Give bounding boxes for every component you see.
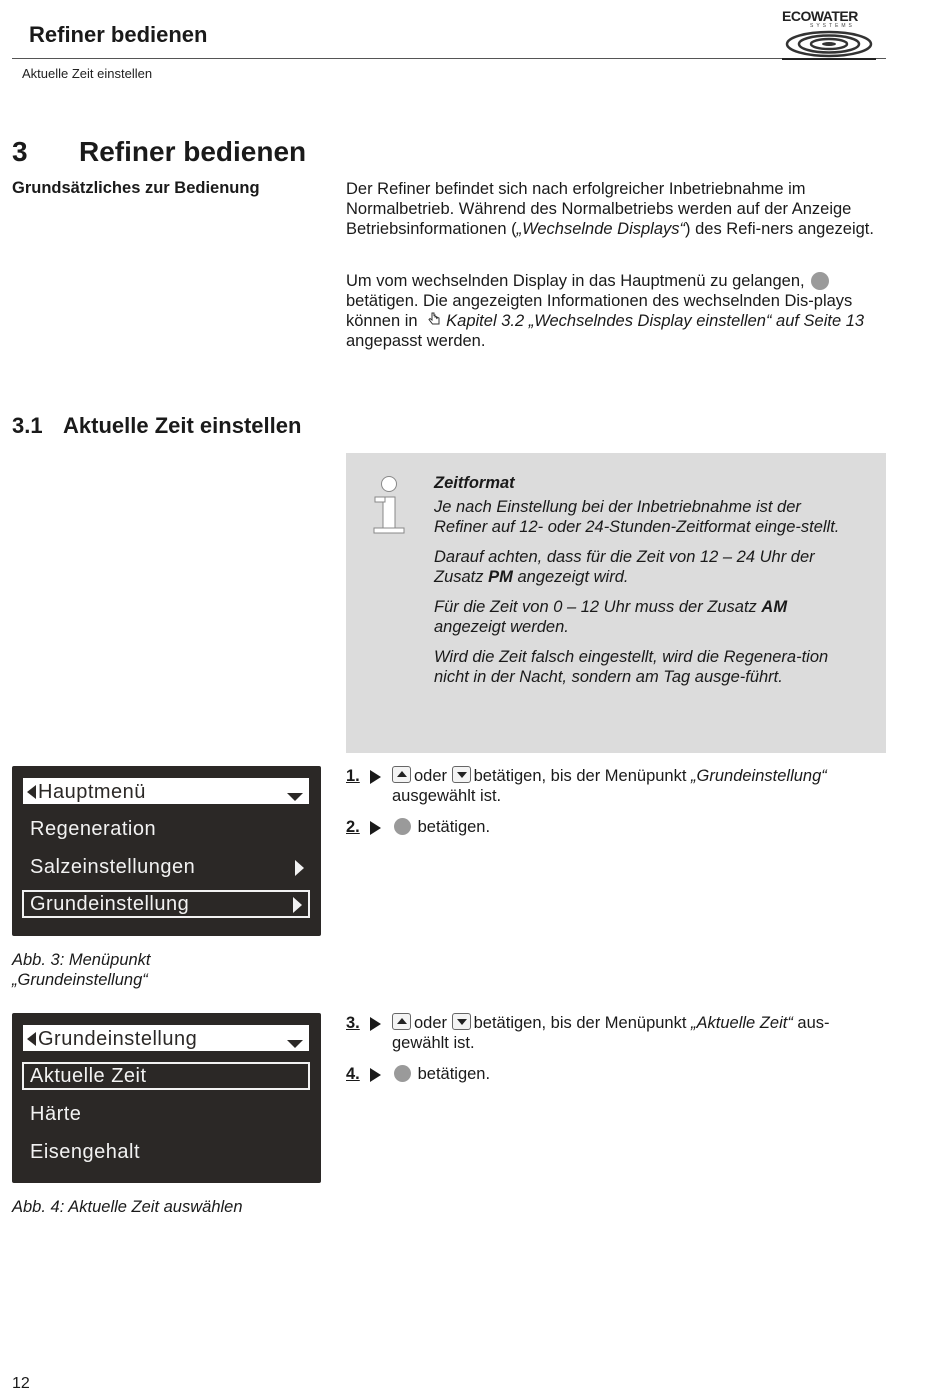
menu-access-text-c: angepasst werden. [346, 332, 486, 350]
logo-underline [782, 58, 876, 60]
scroll-down-icon [287, 793, 303, 801]
step-number: 2. [346, 818, 360, 836]
figure-caption-3: Abb. 3: Menüpunkt „Grundeinstellung“ [12, 951, 151, 989]
step-menu-item: „Grundeinstellung“ [691, 767, 827, 785]
ok-button-icon [394, 1065, 411, 1082]
info-icon [371, 475, 407, 535]
menu-item-label: Regeneration [30, 818, 157, 840]
step-text-a: betätigen, bis der Menüpunkt [473, 1014, 687, 1032]
up-key-icon [392, 1013, 411, 1030]
header-rule [12, 58, 886, 59]
menu-access-text-a: Um vom wechselnden Display in das Hauptmenü zu gelangen, [346, 272, 805, 290]
menu-item-salzeinstellungen [22, 853, 310, 881]
cross-reference-icon [428, 311, 442, 331]
info-am-label: AM [761, 598, 788, 616]
ecowater-logo [780, 8, 876, 62]
down-key-icon [452, 1013, 471, 1030]
info-heading: Zeitformat [434, 474, 515, 492]
step-text-a: betätigen, bis der Menüpunkt [473, 767, 687, 785]
submenu-arrow-icon [293, 897, 302, 913]
display-header-label: Grundeinstellung [38, 1028, 198, 1050]
intro-text-emphasis: „Wechselnde Displays“ [516, 220, 686, 238]
info-note-box [346, 453, 886, 753]
down-key-icon [452, 766, 471, 783]
intro-text-a: Der Refiner befindet sich nach erfolgreicher Inbetriebnahme im Normalbetrieb. Während des Normalbetriebs werden auf der Anzeige Betriebsinformationen ( [346, 180, 852, 238]
chapter-title: Refiner bedienen [79, 136, 307, 167]
menu-access-paragraph [346, 271, 886, 351]
logo-swirl-icon [784, 30, 874, 58]
menu-item-label: Grundeinstellung [30, 893, 190, 915]
chapter-number: 3 [12, 136, 28, 167]
display-header-row [22, 777, 310, 805]
menu-item-eisengehalt [22, 1138, 310, 1166]
step-number: 3. [346, 1014, 360, 1032]
display-grundeinstellung-menu [12, 1013, 321, 1183]
logo-text: ECOWATER [782, 8, 858, 24]
section-title: Aktuelle Zeit einstellen [63, 413, 302, 438]
section-number: 3.1 [12, 413, 43, 438]
step-or: oder [414, 767, 448, 785]
step-text-a: betätigen. [417, 1065, 491, 1083]
step-text-b: aus-gewählt ist. [392, 1014, 830, 1052]
step-number: 4. [346, 1065, 360, 1083]
figure-caption-4: Abb. 4: Aktuelle Zeit auswählen [12, 1198, 243, 1216]
info-paragraph-3 [434, 597, 854, 637]
ok-button-icon [811, 272, 829, 290]
step-text [392, 1013, 886, 1053]
running-header-title: Refiner bedienen [29, 22, 208, 47]
menu-item-label: Eisengehalt [30, 1141, 141, 1163]
info-note-text [434, 473, 854, 697]
info-paragraph-1: Je nach Einstellung bei der Inbetriebnahme ist der Refiner auf 12- oder 24-Stunden-Zeitformat einge-stellt. [434, 498, 840, 536]
display-main-menu [12, 766, 321, 936]
menu-item-label: Aktuelle Zeit [30, 1065, 147, 1087]
info-p3-text-c: angezeigt werden. [434, 618, 569, 636]
menu-item-label: Salzeinstellungen [30, 856, 196, 878]
ok-button-icon [394, 818, 411, 835]
info-p2-text-a: Darauf achten, dass für die Zeit von 12 – 24 Uhr der Zusatz [434, 548, 815, 586]
step-arrow-icon [370, 770, 381, 784]
menu-item-grundeinstellung-selected [22, 890, 310, 918]
back-arrow-icon [27, 785, 36, 799]
menu-item-label: Härte [30, 1103, 82, 1125]
display-header-label: Hauptmenü [38, 781, 146, 803]
step-text-b: ausgewählt ist. [392, 787, 502, 805]
step-or: oder [414, 1014, 448, 1032]
info-paragraph-4: Wird die Zeit falsch eingestellt, wird die Regenera-tion nicht in der Nacht, sondern am Tag ausge-führt. [434, 648, 829, 686]
up-key-icon [392, 766, 411, 783]
info-p2-text-c: angezeigt wird. [517, 568, 629, 586]
info-pm-label: PM [488, 568, 513, 586]
step-menu-item: „Aktuelle Zeit“ [691, 1014, 793, 1032]
intro-text-b: ) des Refi-ners angezeigt. [685, 220, 874, 238]
menu-item-aktuelle-zeit-selected [22, 1062, 310, 1090]
step-text [392, 1064, 886, 1084]
display-header-row [22, 1024, 310, 1052]
info-p3-text-a: Für die Zeit von 0 – 12 Uhr muss der Zusatz [434, 598, 757, 616]
step-arrow-icon [370, 1068, 381, 1082]
side-heading: Grundsätzliches zur Bedienung [12, 179, 260, 197]
menu-item-regeneration [22, 815, 310, 843]
info-paragraph-2 [434, 547, 854, 587]
step-text [392, 766, 886, 806]
page-number: 12 [12, 1375, 30, 1392]
step-text [392, 817, 886, 837]
submenu-arrow-icon [295, 860, 304, 876]
scroll-down-icon [287, 1040, 303, 1048]
running-header-subtitle: Aktuelle Zeit einstellen [22, 66, 153, 81]
intro-paragraph [346, 179, 886, 239]
back-arrow-icon [27, 1032, 36, 1046]
step-text-a: betätigen. [417, 818, 491, 836]
menu-item-haerte [22, 1100, 310, 1128]
chapter-cross-reference-link[interactable]: Kapitel 3.2 „Wechselndes Display einstellen“ auf Seite 13 [446, 312, 865, 330]
menu-access-text-b: betätigen. Die angezeigten Informationen des wechselnden Dis-plays können in [346, 292, 853, 330]
step-number: 1. [346, 767, 360, 785]
step-arrow-icon [370, 821, 381, 835]
step-arrow-icon [370, 1017, 381, 1031]
logo-subtext: SYSTEMS [810, 23, 855, 29]
